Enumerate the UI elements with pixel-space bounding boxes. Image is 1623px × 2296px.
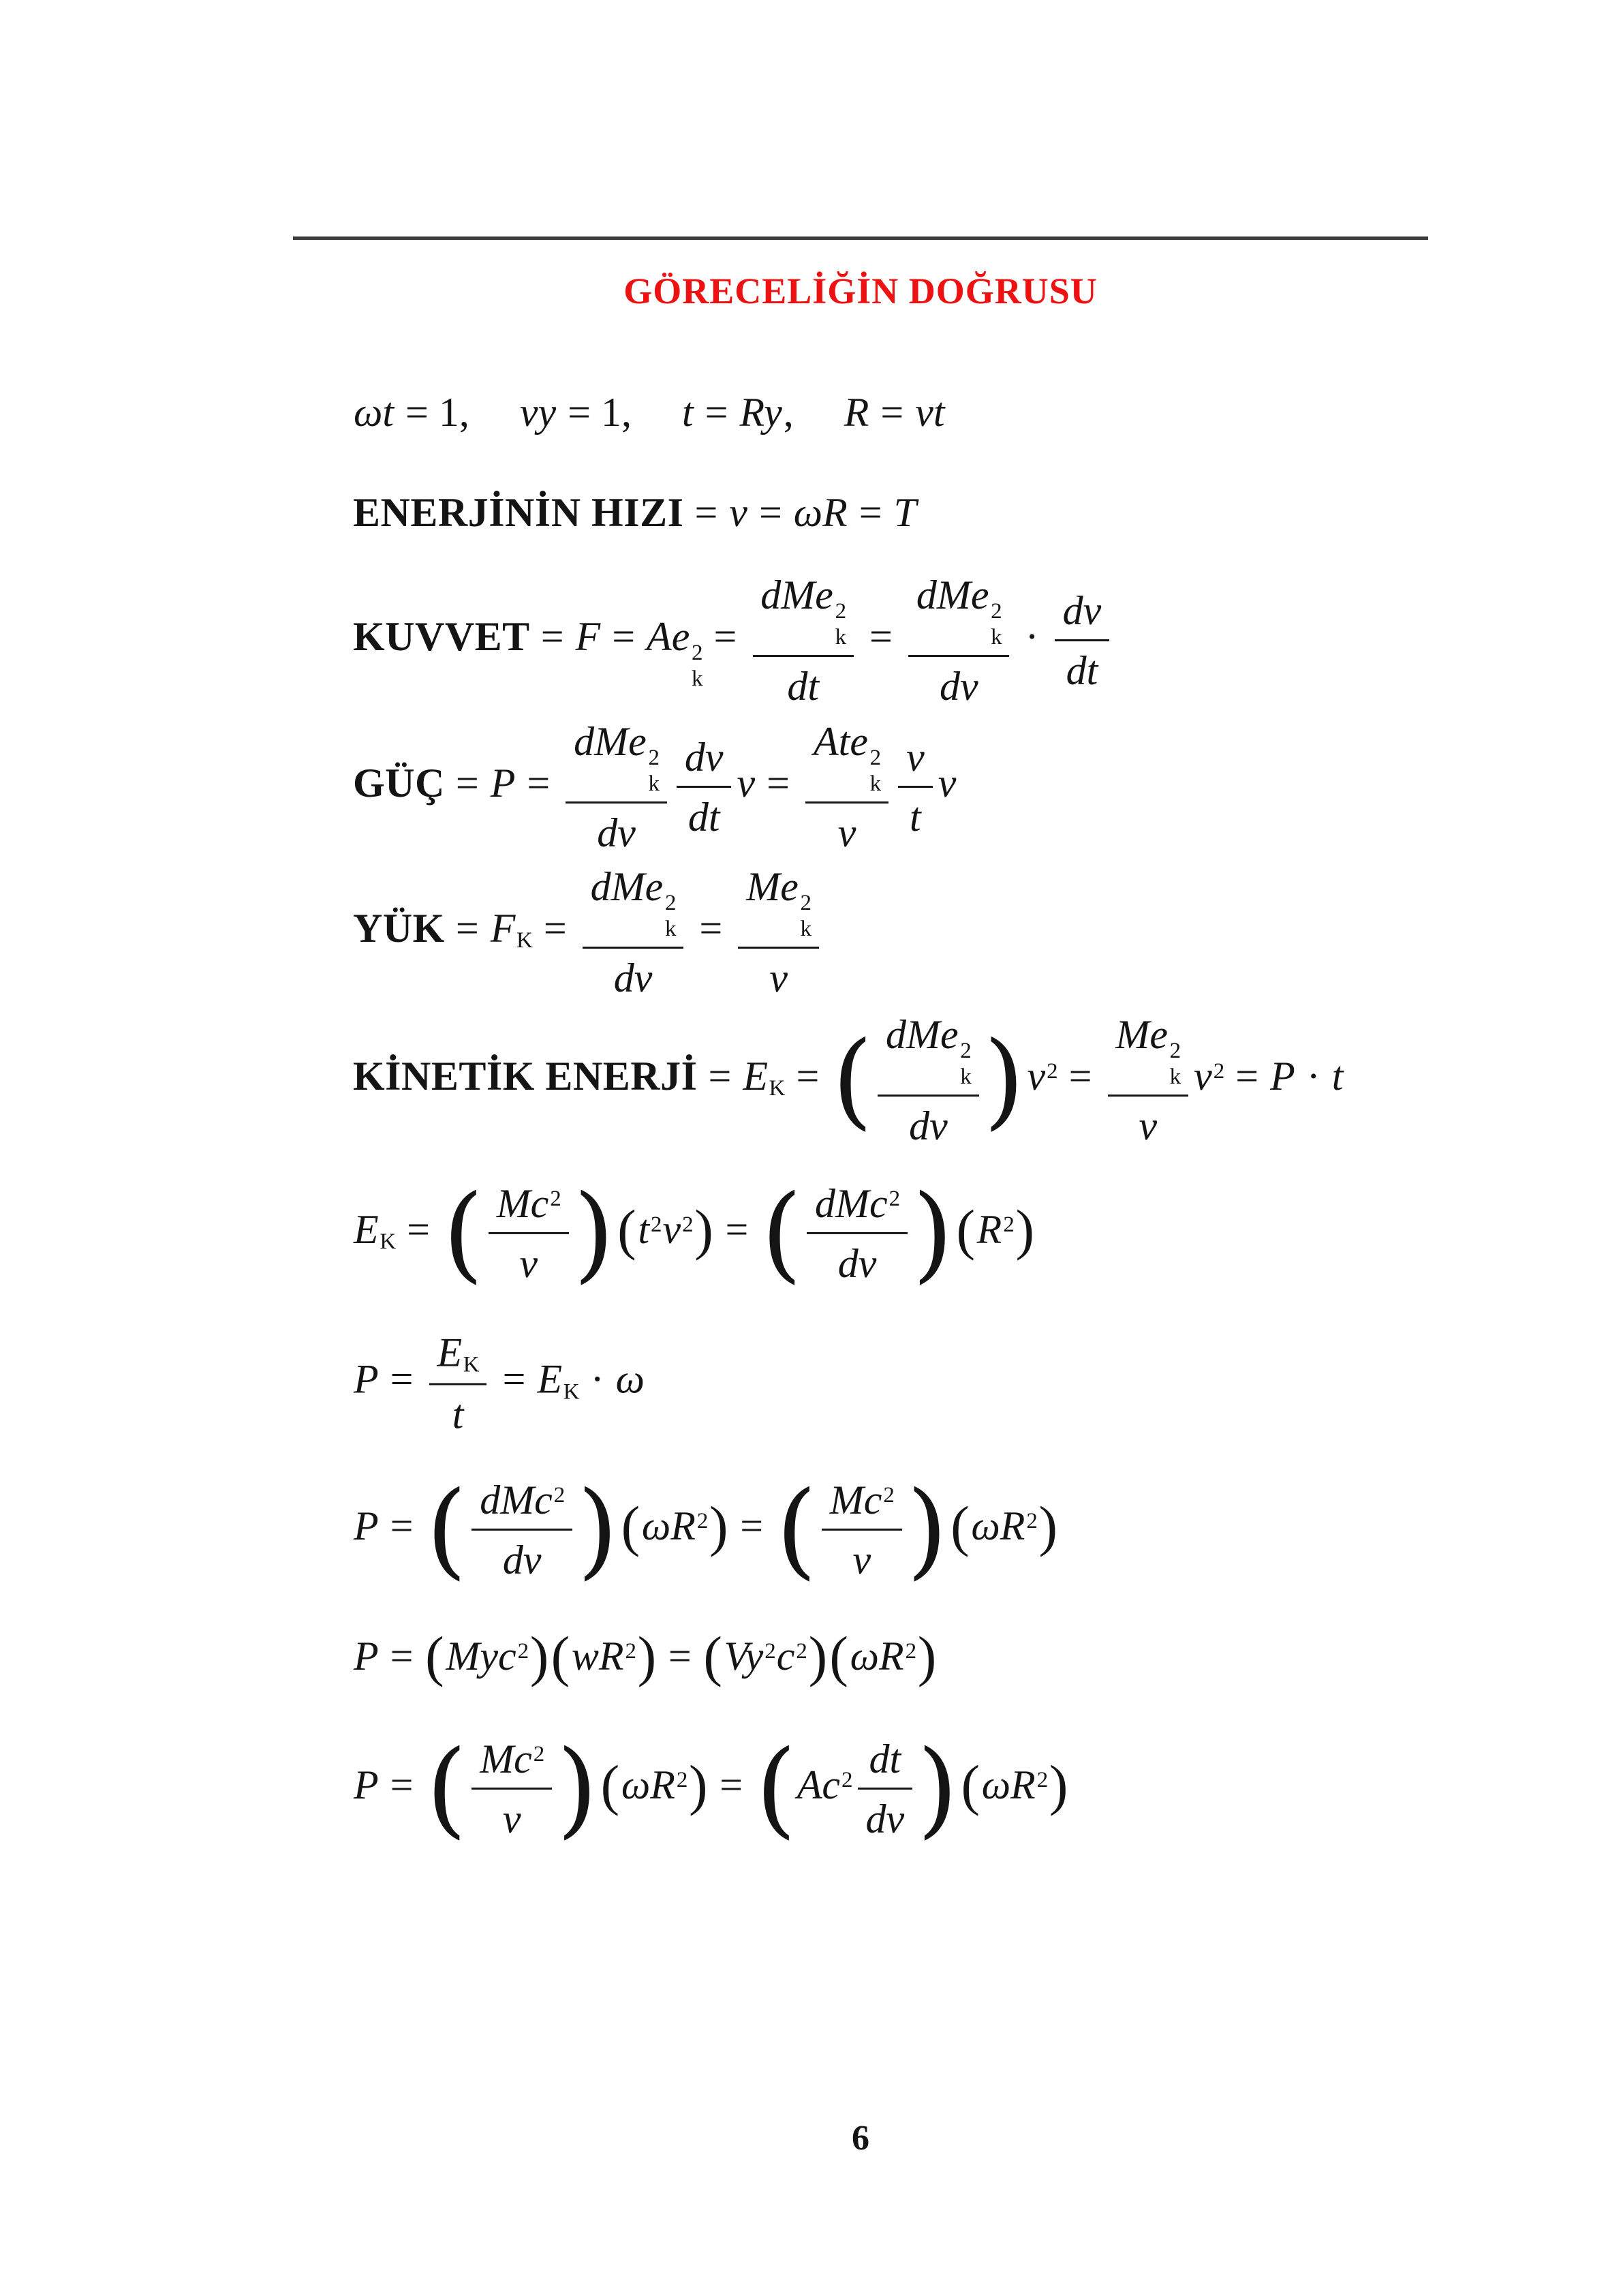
formula-identities: ωt = 1, vy = 1, t = Ry, R = vt — [354, 390, 945, 435]
formula-power-ek: P = $\frac{EK}{t}$ = EK · ω — [353, 1328, 645, 1439]
page-title: GÖRECELİĞİN DOĞRUSU — [623, 271, 1098, 311]
formula-force: KUVVET = F = Ae 2 k = dMe 2 k dt = dMe 2 k dv · $\frac{dv}{dt}$ — [353, 570, 1114, 711]
formula-power-myc: $P = (Myc^2)(wR^2) = (Vy^2c^2)(\omega R^2)$ — [354, 1625, 937, 1688]
formula-power-ac: P = ( $\frac{Mc^2}{v}$ ) $(\omega R^2)$ = ( Ac$^2$ $\frac{dt}{dv}$ ) $(\omega R^2)$ — [354, 1728, 1068, 1850]
formula-power-domega: P = ( dMc$^2$ dv ) $(\omega R^2)$ = ( $\frac{Mc^2}{v}$ ) $(\omega R^2)$ — [354, 1469, 1058, 1591]
formula-ek-expansion: EK = ( $\frac{Mc^2}{v}$ ) $(t^2v^2)$ = ( dMc$^2$ dv ) $(R^2)$ — [354, 1173, 1035, 1294]
formula-kinetic-energy: KİNETİK ENERJİ = EK = ( dMe 2 k dv ) $v^2$ = Me 2 k v $v^2 = P \cdot t$ — [353, 1010, 1344, 1150]
formula-power-guc: GÜÇ = P = dMe 2 k dv $\frac{dv}{dt}$ v = Ate 2 k v $\frac{v}{t}$ v — [353, 717, 957, 857]
page-number: 6 — [852, 2119, 869, 2158]
header-rule — [293, 236, 1428, 240]
formula-load-yuk: YÜK = FK = dMe 2 k dv = Me 2 k v — [353, 862, 824, 1002]
formula-energy-speed: ENERJİNİN HIZI = v = ωR = T — [353, 490, 917, 535]
